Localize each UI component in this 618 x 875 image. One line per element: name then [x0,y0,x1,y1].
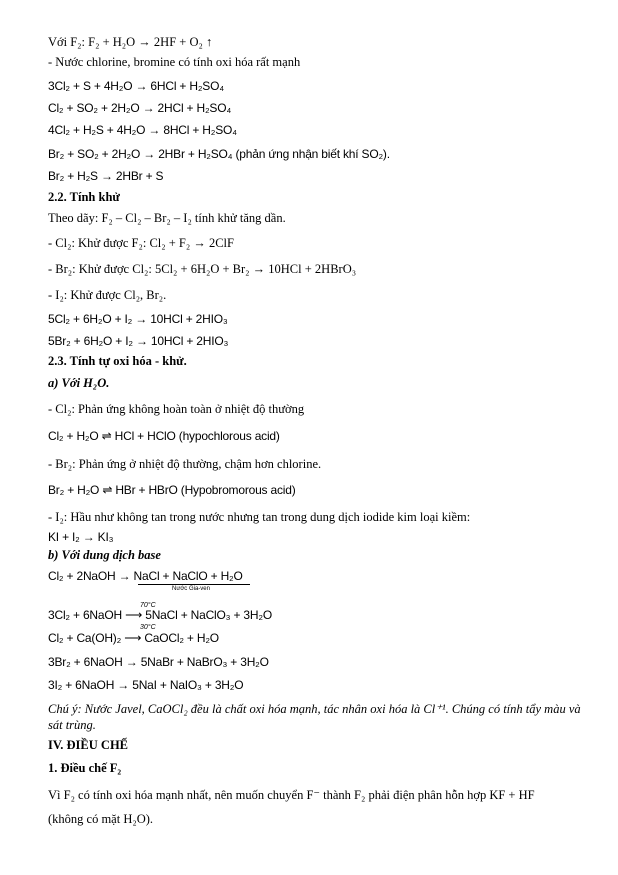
i2-solubility-note: - I₂: Hầu như không tan trong nước nhưng tan trong dung dịch iodide kim loại kiềm: [48,510,471,524]
i2-reduces-cl2-br2: - I₂: Khử được Cl₂, Br₂. [48,288,167,302]
equation-cl2-naoh-hot: 3Cl₂ + 6NaOH ⟶ 5NaCl + NaClO₃ + 3H₂O [48,608,272,622]
equation-br2-h2s: Br₂ + H₂S → 2HBr + S [48,169,164,183]
section-2-3-heading: 2.3. Tính tự oxi hóa - khử. [48,354,187,368]
javel-water-label: Nước Gia-ven [172,586,210,592]
f2-preparation-condition: (không có mặt H₂O). [48,812,154,826]
f2-preparation-text: Vì F₂ có tính oxi hóa mạnh nhất, nên muốn chuyển F⁻ thành F₂ phải điện phân hỗn hợp KF + HF [48,788,535,802]
equation-br2-h2o: Br₂ + H₂O ⇌ HBr + HBrO (Hypobromorous acid) [48,483,296,497]
equation-cl2-h2o: Cl₂ + H₂O ⇌ HCl + HClO (hypochlorous acid) [48,429,280,443]
equation-cl2-s: 3Cl₂ + S + 4H₂O → 6HCl + H₂SO₄ [48,79,224,93]
subsection-b-heading: b) Với dung dịch base [48,548,161,562]
br2-reduces-cl2: - Br₂: Khử được Cl₂: 5Cl₂ + 6H₂O + Br₂ → 10HCl + 2HBrO₃ [48,262,357,276]
equation-cl2-so2: Cl₂ + SO₂ + 2H₂O → 2HCl + H₂SO₄ [48,101,232,115]
fluorine-water-reaction: Với F₂: F₂ + H₂O → 2HF + O₂ ↑ [48,35,213,49]
underbrace-line [138,584,250,585]
equation-cl2-caoh2: Cl₂ + Ca(OH)₂ ⟶ CaOCl₂ + H₂O [48,631,219,645]
equation-ki-i2: KI + I₂ → KI₃ [48,530,114,544]
equation-cl2-h2s: 4Cl₂ + H₂S + 4H₂O → 8HCl + H₂SO₄ [48,123,237,137]
chlorine-bromine-water-note: - Nước chlorine, bromine có tính oxi hóa rất mạnh [48,55,301,69]
reducing-series: Theo dãy: F₂ – Cl₂ – Br₂ – I₂ tính khử tăng dần. [48,211,286,225]
javel-note: Chú ý: Nước Javel, CaOCl₂ đều là chất oxi hóa mạnh, tác nhân oxi hóa là Cl⁺¹. Chúng có tính tẩy màu và sát trùng. [48,702,581,732]
equation-i2-naoh: 3I₂ + 6NaOH → 5NaI + NaIO₃ + 3H₂O [48,678,244,692]
temperature-30-label: 30°C [140,624,156,631]
cl2-reduces-f2: - Cl₂: Khử được F₂: Cl₂ + F₂ → 2ClF [48,236,234,250]
subsection-a-heading: a) Với H₂O. [48,376,110,390]
section-iv-heading: IV. ĐIỀU CHẾ [48,738,128,752]
equation-br2-i2: 5Br₂ + 6H₂O + I₂ → 10HCl + 2HIO₃ [48,334,229,348]
equation-br2-so2: Br₂ + SO₂ + 2H₂O → 2HBr + H₂SO₄ (phản ứng nhận biết khí SO₂). [48,147,390,161]
section-2-2-heading: 2.2. Tính khử [48,190,120,204]
temperature-70-label: 70°C [140,602,156,609]
cl2-water-note: - Cl₂: Phản ứng không hoàn toàn ở nhiệt độ thường [48,402,305,416]
equation-cl2-naoh: Cl₂ + 2NaOH → NaCl + NaClO + H₂O [48,569,243,583]
equation-cl2-i2: 5Cl₂ + 6H₂O + I₂ → 10HCl + 2HIO₃ [48,312,228,326]
f2-preparation-heading: 1. Điều chế F₂ [48,761,122,775]
br2-water-note: - Br₂: Phản ứng ở nhiệt độ thường, chậm hơn chlorine. [48,457,322,471]
equation-br2-naoh: 3Br₂ + 6NaOH → 5NaBr + NaBrO₃ + 3H₂O [48,655,269,669]
